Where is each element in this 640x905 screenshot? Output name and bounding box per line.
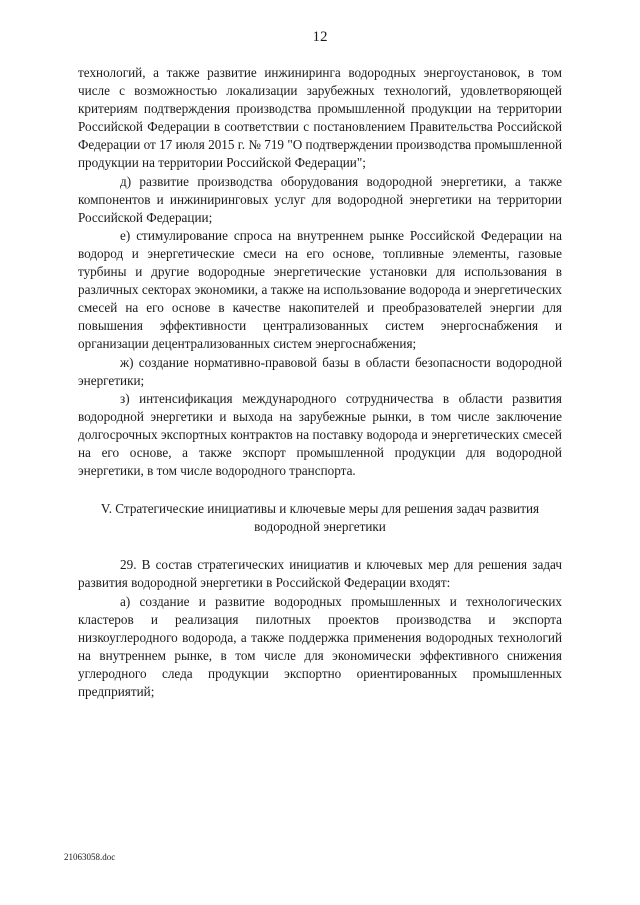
paragraph-continuation: технологий, а также развитие инжиниринга водородных энергоустановок, в том числе с возможностью локализации зарубежных технологий, удовлетворяющей критериям подтверждения производства промышленной продукции на территории Российской Федерации в соответствии с постановлением Правительства Российской Федерации от 17 июля 2015 г. № 719 "О подтверждении производства промышленной продукции на территории Российской Федерации";	[78, 65, 562, 171]
paragraph-item-z: з) интенсификация международного сотрудничества в области развития водородной энергетики и выхода на зарубежные рынки, в том числе заключение долгосрочных экспортных контрактов на поставку водорода и энергетических смесей на его основе, а также экспорт промышленной продукции для водородной энергетики, в том числе водородного транспорта.	[78, 390, 562, 479]
paragraph-item-zh: ж) создание нормативно-правовой базы в области безопасности водородной энергетики;	[78, 354, 562, 388]
document-body	[78, 64, 562, 701]
paragraph-item-e: е) стимулирование спроса на внутреннем рынке Российской Федерации на водород и энергетические смеси на его основе, топливные элементы, газовые турбины и другие водородные энергетические установки для использования в различных секторах экономики, а также на использование водорода и энергетических смесей на его основе в качестве накопителей и преобразователей энергии для повышения эффективности централизованных систем энергоснабжения и организации децентрализованных систем энергоснабжения;	[78, 227, 562, 352]
paragraph-clause-29: 29. В состав стратегических инициатив и ключевых мер для решения задач развития водородной энергетики в Российской Федерации входят:	[78, 557, 562, 591]
footer-document-code: 21063058.doc	[64, 852, 116, 862]
paragraph-item-d: д) развитие производства оборудования водородной энергетики, а также компонентов и инжиниринговых услуг для водородной энергетики на территории Российской Федерации;	[78, 173, 562, 225]
paragraph-item-a: а) создание и развитие водородных промышленных и технологических кластеров и реализация пилотных проектов производства и экспорта низкоуглеродного водорода, а также поддержка применения водородных технологий на внутреннем рынке, в том числе для экономически эффективного снижения углеродного следа продукции экспортно ориентированных промышленных предприятий;	[78, 593, 562, 699]
page-number: 12	[312, 29, 328, 45]
section-heading: V. Стратегические инициативы и ключевые меры для решения задач развития водородной энергетики	[100, 501, 540, 535]
